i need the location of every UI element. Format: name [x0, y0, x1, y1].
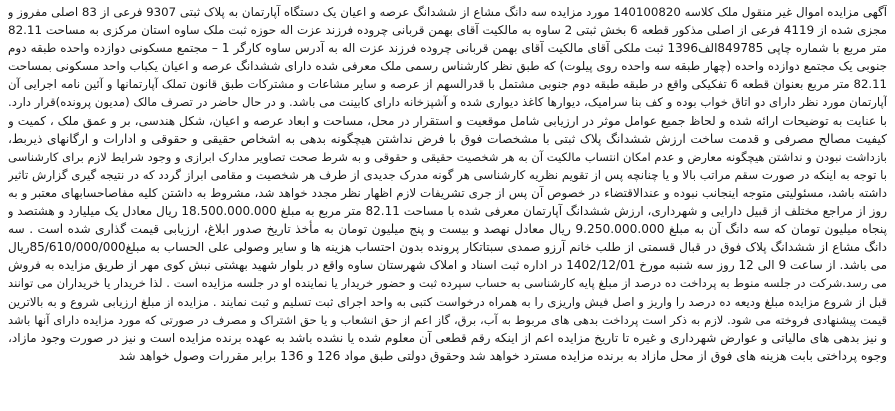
notice-line-17: قبل از شروع مزایده مبلغ ودیعه ده درصد را واریز و اصل فیش واریزی را به همراه درخواست کتبی به واحد اجرای ثبت تسلیم و ثبت نمایند . مزایده از مبلغ ارزیابی شروع و به بالاترین: [8, 294, 887, 309]
notice-line-4: جنوبی یک مجتمع دوازده واحده (چهار طبقه سه واحده روی پیلوت) که طبق نظر کارشناس رسمی ملک معرفی شده دارای ششدانگ عرصه و اعیان یکباب واحد مسکونی بمساحت: [8, 59, 887, 74]
notice-line-18: قیمت پیشنهادی فروخته می شود. لازم به ذکر است پرداخت بدهی های مربوط به آب، برق، گاز اعم از حق انشعاب و یا حق اشتراک و مصرف در صورتی که مورد مزایده دارای آنها باشد: [8, 312, 887, 327]
notice-line-19: و نیز بدهی های مالیاتی و عوارض شهرداری و غیره تا تاریخ مزایده اعم از اینکه رقم قطعی آن معلوم شده یا نشده باشد به عهده برنده مزایده است و نیز در صورت وجود مازاد،: [8, 330, 887, 345]
notice-line-8: کیفیت مصالح مصرفی و قدمت ساخت ارزش ششدانگ پلاک ثبتی با مشخصات فوق با فرض نداشتن هیچگونه بدهی به اشخاص حقیقی و حقوقی و ادارات و ارگانهای ذیربط،: [8, 131, 887, 146]
notice-line-1: آگهی مزایده اموال غیر منقول ملک کلاسه 140100820 مورد مزایده سه دانگ مشاع از ششدانگ عرصه و اعیان یک دستگاه آپارتمان به پلاک ثبتی 9307 فرعی از 83 اصلی مفروز و: [8, 5, 887, 19]
notice-line-10: با توجه به اینکه در صورت سقم مراتب بالا و یا چنانچه پس از تقویم نظریه کارشناسی هر گونه مدرک جدیدی از طرف هر شخصیت و مقامی ابراز گردد که در نتیجه گیری گزارش تاثیر: [8, 167, 887, 182]
notice-line-12: روز از مراجع مختلف از قبیل دارایی و شهرداری، ارزش ششدانگ آپارتمان معرفی شده با مساحت 82.11 متر مربع به مبلغ 18.500.000.000 ریال معادل یک میلیارد و هشتصد و: [8, 204, 887, 219]
notice-line-3: متر مربع با شماره چاپی 849785الف1396 ثبت ملکی آقای مالکیت آقای بهمن قربانی چروده فرزند عزت اله به آدرس ساوه کارگر 1 – مجتمع مسکونی دوازده واحده طبقه دوم: [8, 41, 887, 56]
notice-line-9: بازداشت نبودن و نداشتن هیچگونه معارض و عدم امکان انتساب مالکیت آن به هر شخصیت حقیقی و حقوقی و به شرط صحت تصاویر مدارک ابرازی و وجود شرایط لازم برای کارشناسی: [8, 149, 887, 164]
notice-line-7: با عنایت به توضیحات ارائه شده و لحاظ جمیع عوامل موثر در ارزیابی شامل موقعیت و استقرار در محل، مساحت و ابعاد عرصه و اعیان، شکل هندسی، بر و عمق ملک ، کمیت و: [8, 113, 887, 128]
notice-line-14: دانگ مشاع از ششدانگ پلاک فوق در قبال قسمتی از طلب خانم آرزو صمدی سبتاتکار پرونده بدون احتساب هزینه ها و سایر وصولی علی الحساب به مبلغ85/610/000/000ریال: [8, 240, 887, 255]
notice-line-16: می رسد.شرکت در جلسه منوط به پرداخت ده درصد از مبلغ پایه کارشناسی به حساب سپرده ثبت و حضور خریدار یا نماینده او در جلسه مزایده است . لذا خریدار یا خریداران می توانند: [8, 276, 887, 291]
notice-line-13: پنجاه میلیون تومان که سه دانگ آن به مبلغ 9.250.000.000 ریال معادل نهصد و بیست و پنج میلیون تومان به مأخذ تاریخ صدور ابلاغ، ارزیابی قیمت گذاری شده است . سه: [8, 222, 887, 237]
notice-line-15: می باشد. از ساعت 9 الی 12 روز سه شنبه مورخ 1402/12/01 در اداره ثبت اسناد و املاک شهرستان ساوه واقع در بلوار شهید بهشتی نبش کوی مهر از طریق مزایده به فروش: [8, 258, 887, 273]
notice-line-11: داشته باشد، مسئولیتی متوجه اینجانب نبوده و عندالاقتضاء در خصوص آن پس از جری تشریفات لازم اظهار نظر مجدد خواهد شد، مشروط به داشتن کلیه مفاصاحسابهای معتبر و به: [8, 185, 887, 200]
notice-line-2: مجزی شده از 4119 فرعی از اصلی مذکور قطعه 6 بخش ثبتی 2 ساوه به مالکیت آقای بهمن قربانی چروده فرزند عزت اله حوزه ثبت ملک ساوه استان مرکزی به مساحت 82.11: [8, 23, 887, 38]
notice-line-6: آپارتمان مورد نظر دارای دو اتاق خواب بوده و کف بنا سرامیک، دیوارها کاغذ دیواری شده و آشپزخانه دارای کابینت می باشد. و در حال حاضر در تصرف مالک (مدیون پرونده)قرار دارد.: [8, 95, 887, 110]
notice-line-5: 82.11 متر مربع بعنوان قطعه 6 تفکیکی واقع در طبقه طبقه دوم جنوبی مشتمل با قدرالسهم از عرصه و سایر مشاعات و مشترکات طبق قانون تملک آپارتمانها و آئین نامه اجرایی آن: [8, 77, 887, 92]
notice-line-20: وجوه پرداختی بابت هزینه های فوق از محل مازاد به برنده مزایده مسترد خواهد شد وحقوق دولتی طبق مواد 126 و 136 برابر مقررات وصول خواهد شد: [119, 348, 887, 363]
